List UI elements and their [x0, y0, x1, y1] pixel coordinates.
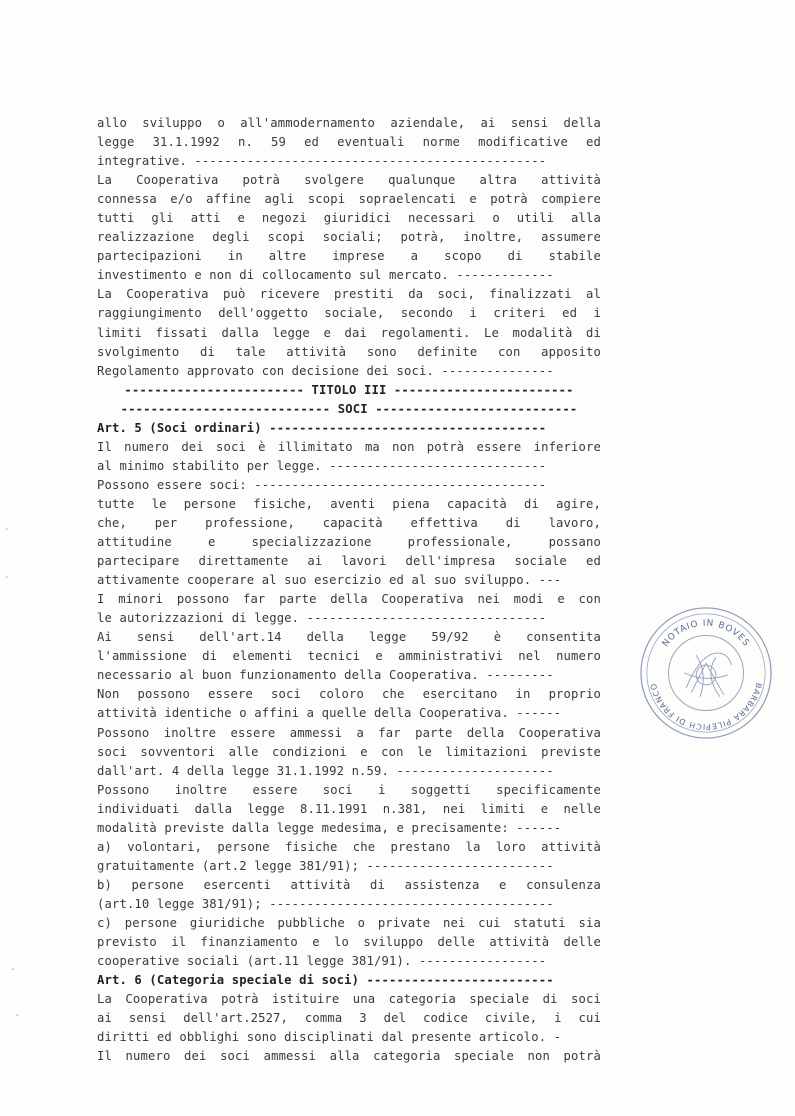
text-line: modalità previste dalla legge medesima, e precisamente: ------: [97, 820, 562, 835]
text-line: Regolamento approvato con decisione dei soci. ---------------: [97, 363, 554, 378]
text-line: l'ammissione di elementi tecnici e amministrativi nel numero: [97, 649, 601, 664]
section-heading: ------------------------ TITOLO III ------------------------: [124, 382, 574, 397]
text-line: ai sensi dell'art.2527, comma 3 del codice civile, i cui: [97, 1011, 601, 1026]
text-line: al minimo stabilito per legge. -----------------------------: [97, 458, 547, 473]
article-heading: Art. 5 (Soci ordinari) -------------------------------------: [97, 420, 547, 435]
text-line: Il numero dei soci è illimitato ma non potrà essere inferiore: [97, 439, 601, 454]
margin-mark: -: [4, 524, 11, 535]
text-line: previsto il finanziamento e lo sviluppo delle attività delle: [97, 935, 601, 950]
text-line: svolgimento di tale attività sono definite con apposito: [97, 344, 601, 359]
text-line: limiti fissati dalla legge e dai regolamenti. Le modalità di: [97, 325, 601, 340]
text-line: tutti gli atti e negozi giuridici necessari o utili alla: [97, 211, 601, 226]
text-line: soci sovventori alle condizioni e con le limitazioni previste: [97, 744, 601, 759]
text-line: dall'art. 4 della legge 31.1.1992 n.59. ---------------------: [97, 763, 554, 778]
text-line: partecipare direttamente ai lavori dell'impresa sociale ed: [97, 554, 601, 569]
text-line: integrative. -----------------------------------------------: [97, 154, 547, 169]
text-line: connessa e/o affine agli scopi sopraelencati e potrà compiere: [97, 192, 601, 207]
document-body: [97, 114, 601, 1066]
text-line: Possono essere soci: ---------------------------------------: [97, 477, 547, 492]
text-line: legge 31.1.1992 n. 59 ed eventuali norme modificative ed: [97, 135, 601, 150]
text-line: le autorizzazioni di legge. --------------------------------: [97, 611, 547, 626]
text-line: individuati dalla legge 8.11.1991 n.381, nei limiti e nelle: [97, 801, 601, 816]
text-line: attitudine e specializzazione professionale, possano: [97, 535, 601, 550]
text-line: necessario al buon funzionamento della Cooperativa. ---------: [97, 668, 554, 683]
margin-mark: -: [4, 572, 11, 583]
text-line: b) persone esercenti attività di assistenza e consulenza: [97, 877, 601, 892]
text-line: raggiungimento dell'oggetto sociale, secondo i criteri ed i: [97, 306, 601, 321]
text-line: diritti ed obblighi sono disciplinati dal presente articolo. -: [97, 1030, 562, 1045]
text-line: Possono inoltre essere ammessi a far parte della Cooperativa: [97, 725, 601, 740]
text-line: Possono inoltre essere soci i soggetti specificamente: [97, 782, 601, 797]
text-line: partecipazioni in altre imprese a scopo di stabile: [97, 249, 601, 264]
notary-seal: [637, 604, 775, 742]
text-line: attività identiche o affini a quelle della Cooperativa. ------: [97, 706, 562, 721]
section-heading: ---------------------------- SOCI ---------------------------: [120, 401, 578, 416]
text-line: Non possono essere soci coloro che esercitano in proprio: [97, 687, 601, 702]
text-line: La Cooperativa potrà svolgere qualunque altra attività: [97, 173, 601, 188]
seal-emblem: [684, 653, 731, 697]
seal-top-text: NOTAIO IN BOVES: [660, 618, 752, 649]
seal-bottom-text: BARBARA PILEPICH DI FRANCO: [648, 681, 764, 732]
text-line: La Cooperativa può ricevere prestiti da soci, finalizzati al: [97, 287, 601, 302]
text-line: I minori possono far parte della Cooperativa nei modi e con: [97, 592, 601, 607]
text-line: a) volontari, persone fisiche che prestano la loro attività: [97, 839, 601, 854]
text-line: cooperative sociali (art.11 legge 381/91). -----------------: [97, 954, 547, 969]
text-line: (art.10 legge 381/91); --------------------------------------: [97, 896, 554, 911]
margin-mark: -: [14, 1010, 21, 1021]
text-line: allo sviluppo o all'ammodernamento aziendale, ai sensi della: [97, 116, 601, 130]
text-line: investimento e non di collocamento sul mercato. -------------: [97, 268, 554, 283]
text-line: c) persone giuridiche pubbliche o private nei cui statuti sia: [97, 915, 601, 930]
text-line: che, per professione, capacità effettiva di lavoro,: [97, 515, 601, 530]
text-line: Il numero dei soci ammessi alla categoria speciale non potrà: [97, 1049, 601, 1064]
text-line: gratuitamente (art.2 legge 381/91); -------------------------: [97, 858, 554, 873]
text-line: realizzazione degli scopi sociali; potrà, inoltre, assumere: [97, 230, 601, 245]
text-line: La Cooperativa potrà istituire una categoria speciale di soci: [97, 992, 601, 1007]
article-heading: Art. 6 (Categoria speciale di soci) -------------------------: [97, 973, 554, 988]
text-line: attivamente cooperare al suo esercizio ed al suo sviluppo. ---: [97, 573, 562, 588]
text-line: Ai sensi dell'art.14 della legge 59/92 è consentita: [97, 630, 601, 645]
text-line: tutte le persone fisiche, aventi piena capacità di agire,: [97, 496, 601, 511]
margin-mark: .: [10, 962, 17, 973]
